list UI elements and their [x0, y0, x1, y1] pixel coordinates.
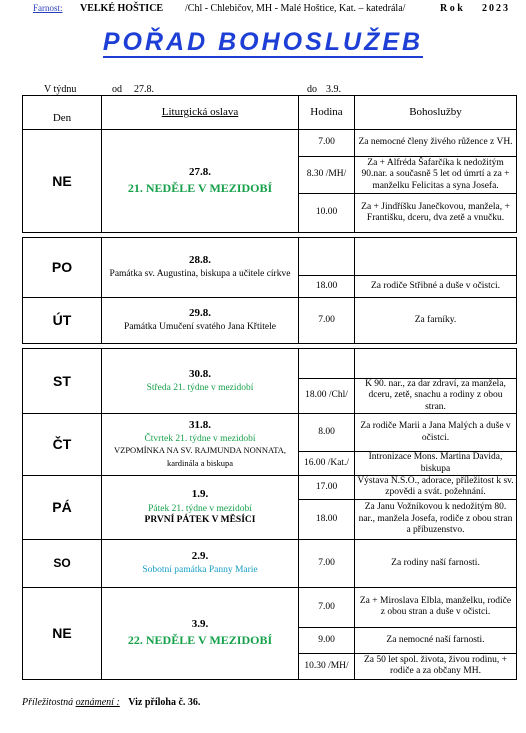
page-title-text: POŘAD BOHOSLUŽEB [102, 28, 424, 56]
liturgy-cell [102, 298, 299, 344]
parish-name: VELKÉ HOŠTICE [80, 3, 164, 14]
celebration: Sobotní památka Panny Marie [142, 565, 258, 576]
mass-time: 7.00 [299, 539, 355, 587]
week-to-date: 3.9. [326, 84, 341, 95]
mass-intention: Za nemocné naší farnosti. [355, 627, 517, 653]
footer-value: Viz příloha č. 36. [128, 697, 201, 708]
celebration-extra: PRVNÍ PÁTEK V MĚSÍCI [144, 515, 256, 526]
table-row [23, 414, 517, 452]
col-header-day: Den [23, 96, 102, 130]
liturgy-cell [102, 475, 299, 539]
col-header-liturgy [102, 96, 299, 130]
page-title [0, 28, 526, 57]
mass-time: 8.30 /MH/ [299, 157, 355, 194]
mass-time: 10.30 /MH/ [299, 653, 355, 679]
mass-time: 18.00 [299, 276, 355, 298]
mass-time: 9.00 [299, 627, 355, 653]
mass-intention: Za rodiny naší farnosti. [355, 539, 517, 587]
mass-time: 7.00 [299, 298, 355, 344]
mass-intention: Za rodiče Marii a Jana Malých a duše v očistci. [355, 414, 517, 452]
table-row [23, 539, 517, 587]
mass-intention: Za nemocné členy živého růžence z VH. [355, 130, 517, 157]
celebration: Památka sv. Augustina, biskupa a učitele církve [109, 269, 291, 280]
col-header-liturgy-text: Liturgická oslava [161, 105, 239, 118]
day-date: 30.8. [189, 367, 211, 380]
mass-intention [355, 349, 517, 379]
mass-time: 7.00 [299, 587, 355, 627]
week-label: V týdnu [44, 84, 77, 95]
mass-time [299, 349, 355, 379]
day-date: 2.9. [191, 550, 209, 563]
mass-intention: Za + Alfréda Šafarčíka k nedožitým 90.nar. a současně 5 let od úmrtí a za + manželku Felicitas a syna Josefa. [355, 157, 517, 194]
celebration: Čtvrtek 21. týdne v mezidobí [144, 434, 256, 445]
mass-time: 18.00 [299, 499, 355, 539]
mass-intention: Intronizace Mons. Martina Davida, biskupa [355, 452, 517, 476]
liturgy-cell [102, 130, 299, 233]
year-label: R o k [440, 3, 463, 14]
mass-intention: K 90. nar., za dar zdraví, za manžela, dceru, zetě, snachu a rodiny z obou stran. [355, 379, 517, 414]
mass-intention: Výstava N.S.O., adorace, příležitost k sv. zpovědi a svát. požehnání. [355, 475, 517, 499]
day-date: 27.8. [189, 165, 211, 178]
places-legend: /Chl - Chlebičov, MH - Malé Hoštice, Kat. – katedrála/ [185, 3, 406, 14]
day-name: NE [23, 587, 102, 679]
day-name: ČT [23, 414, 102, 476]
table-row [23, 475, 517, 499]
day-name: ST [23, 349, 102, 414]
table-header-row [23, 96, 517, 130]
farnost-label: Farnost: [33, 3, 63, 13]
footer-label: Příležitostná [22, 697, 74, 708]
day-date: 29.8. [189, 307, 211, 320]
mass-intention: Za + Miroslava Elbla, manželku, rodiče z obou stran a duše v očistci. [355, 587, 517, 627]
day-name: ÚT [23, 298, 102, 344]
mass-time: 7.00 [299, 130, 355, 157]
day-date: 1.9. [191, 488, 209, 501]
day-date: 31.8. [189, 418, 211, 431]
mass-time: 17.00 [299, 475, 355, 499]
mass-time: 18.00 /Chl/ [299, 379, 355, 414]
day-date: 3.9. [191, 618, 209, 631]
liturgy-cell [102, 587, 299, 679]
mass-time: 16.00 /Kat./ [299, 452, 355, 476]
liturgy-cell [102, 349, 299, 414]
day-name: PÁ [23, 475, 102, 539]
year-value: 2023 [482, 3, 510, 14]
mass-intention [355, 238, 517, 276]
day-date: 28.8. [189, 254, 211, 267]
mass-time: 8.00 [299, 414, 355, 452]
mass-intention: Za 50 let spol. života, živou rodinu, + rodiče a za občany MH. [355, 653, 517, 679]
week-to-label: do [307, 84, 317, 95]
table-row [23, 238, 517, 276]
mass-time [299, 238, 355, 276]
celebration: Pátek 21. týdne v mezidobí [148, 503, 252, 514]
col-header-time: Hodina [299, 96, 355, 130]
liturgy-cell [102, 238, 299, 298]
celebration: Památka Umučení svatého Jana Křtitele [124, 322, 276, 333]
table-row [23, 130, 517, 157]
table-row [23, 298, 517, 344]
mass-intention: Za + Jindříšku Janečkovou, manžela, + Františku, dceru, dva zetě a vnučku. [355, 194, 517, 233]
day-name: PO [23, 238, 102, 298]
col-header-service: Bohoslužby [355, 96, 517, 130]
celebration: 22. NEDĚLE V MEZIDOBÍ [127, 633, 273, 648]
mass-intention: Za rodiče Střibné a duše v očistci. [355, 276, 517, 298]
liturgy-cell [102, 414, 299, 476]
table-row [23, 349, 517, 379]
day-name: SO [23, 539, 102, 587]
week-from-label: od [112, 84, 122, 95]
celebration: Středa 21. týdne v mezidobí [146, 382, 254, 393]
schedule-table [22, 95, 517, 680]
table-row [23, 587, 517, 627]
mass-intention: Za Janu Vožníkovou k nedožitým 80. nar., manžela Josefa, rodiče z obou stran a příbuzenstvo. [355, 499, 517, 539]
celebration-extra: VZPOMÍNKA NA SV. RAJMUNDA NONNATA, kardinála a biskupa [113, 445, 287, 468]
liturgy-cell [102, 539, 299, 587]
day-name: NE [23, 130, 102, 233]
week-from-date: 27.8. [134, 84, 154, 95]
footer-note [22, 697, 522, 708]
celebration: 21. NEDĚLE V MEZIDOBÍ [127, 180, 273, 195]
mass-intention: Za farníky. [355, 298, 517, 344]
footer-label-2: oznámení : [75, 697, 120, 708]
mass-time: 10.00 [299, 194, 355, 233]
